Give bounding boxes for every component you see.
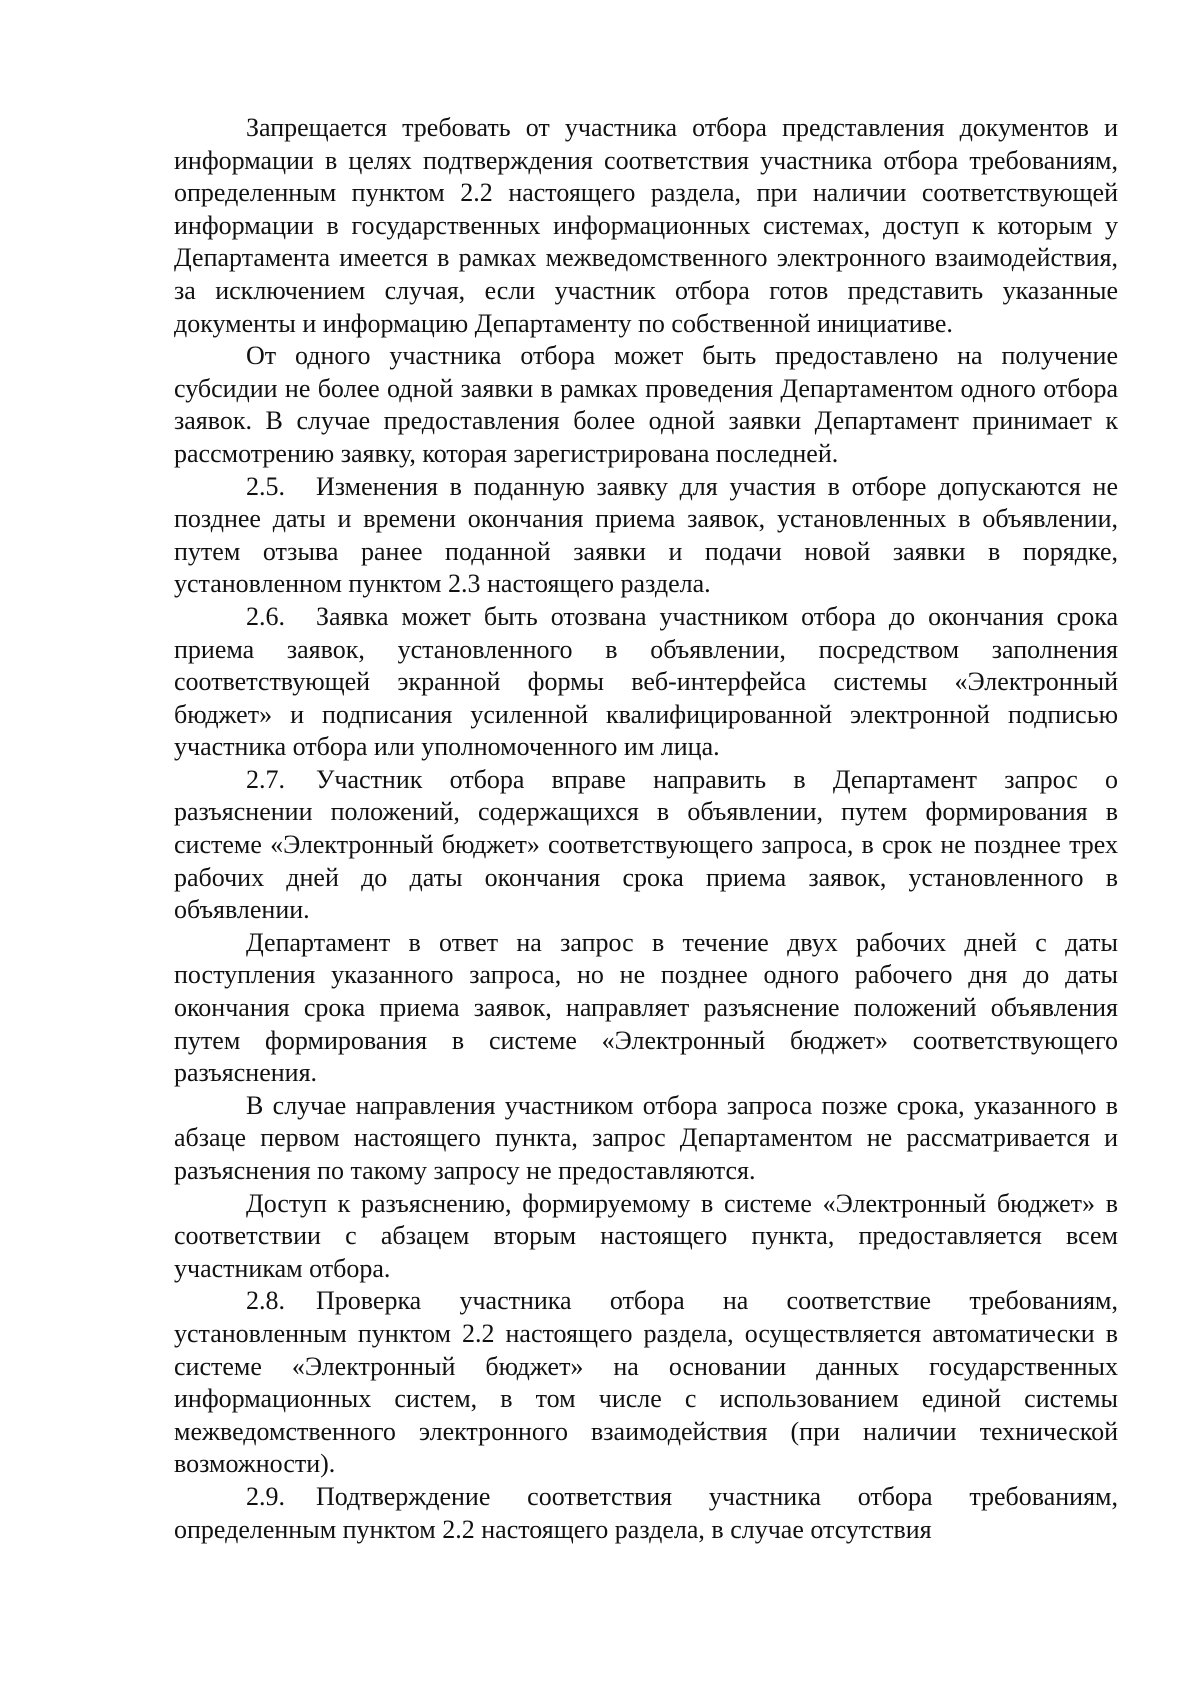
paragraph-2-9	[174, 1481, 1118, 1546]
paragraph-2-6-text: Заявка может быть отозвана участником отбора до окончания срока приема заявок, установленного в объявлении, посредством заполнения соответствующей экранной формы веб-интерфейса системы «Электронный бюджет» и подписания усиленной квалифицированной электронной подписью участника отбора или уполномоченного им лица.	[174, 601, 1118, 762]
paragraph-number: 2.8.	[246, 1286, 285, 1316]
document-body	[174, 112, 1118, 1546]
paragraph-2-7-access-text: Доступ к разъяснению, формируемому в системе «Электронный бюджет» в соответствии с абзацем вторым настоящего пункта, предоставляется всем участникам отбора.	[174, 1188, 1118, 1283]
paragraph-1-text: Запрещается требовать от участника отбора представления документов и информации в целях подтверждения соответствия участника отбора требованиям, определенным пунктом 2.2 настоящего раздела, при наличии соответствующей информации в государственных информационных системах, доступ к которым у Департамента имеется в рамках межведомственного электронного взаимодействия, за исключением случая, если участник отбора готов представить указанные документы и информацию Департаменту по собственной инициативе.	[174, 113, 1118, 338]
paragraph-2-8	[174, 1285, 1118, 1481]
paragraph-2-5	[174, 471, 1118, 601]
paragraph-2-text: От одного участника отбора может быть предоставлено на получение субсидии не более одной заявки в рамках проведения Департаментом одного отбора заявок. В случае предоставления более одной заявки Департамент принимает к рассмотрению заявку, которая зарегистрирована последней.	[174, 341, 1118, 468]
paragraph-1	[174, 112, 1118, 340]
paragraph-2-7-text: Участник отбора вправе направить в Департамент запрос о разъяснении положений, содержащихся в объявлении, путем формирования в системе «Электронный бюджет» соответствующего запроса, в срок не позднее трех рабочих дней до даты окончания срока приема заявок, установленного в объявлении.	[174, 764, 1118, 925]
paragraph-2-9-text: Подтверждение соответствия участника отбора требованиям, определенным пунктом 2.2 настоящего раздела, в случае отсутствия	[174, 1481, 1118, 1544]
paragraph-number: 2.5.	[246, 471, 285, 501]
paragraph-2-8-text: Проверка участника отбора на соответствие требованиям, установленным пунктом 2.2 настоящего раздела, осуществляется автоматически в системе «Электронный бюджет» на основании данных государственных информационных систем, в том числе с использованием единой системы межведомственного электронного взаимодействия (при наличии технической возможности).	[174, 1286, 1118, 1479]
paragraph-number: 2.9.	[246, 1481, 285, 1511]
paragraph-2-6	[174, 601, 1118, 764]
paragraph-2-7-late-request	[174, 1090, 1118, 1188]
paragraph-2-5-text: Изменения в поданную заявку для участия в отборе допускаются не позднее даты и времени окончания приема заявок, установленных в объявлении, путем отзыва ранее поданной заявки и подачи новой заявки в порядке, установленном пунктом 2.3 настоящего раздела.	[174, 471, 1118, 599]
paragraph-number: 2.7.	[246, 764, 285, 794]
paragraph-2-7-response	[174, 927, 1118, 1090]
paragraph-2-7-late-request-text: В случае направления участником отбора запроса позже срока, указанного в абзаце первом настоящего пункта, запрос Департаментом не рассматривается и разъяснения по такому запросу не предоставляются.	[174, 1090, 1118, 1185]
paragraph-2	[174, 340, 1118, 470]
paragraph-2-7-access	[174, 1188, 1118, 1286]
paragraph-number: 2.6.	[246, 601, 285, 631]
paragraph-2-7-response-text: Департамент в ответ на запрос в течение двух рабочих дней с даты поступления указанного запроса, но не позднее одного рабочего дня до даты окончания срока приема заявок, направляет разъяснение положений объявления путем формирования в системе «Электронный бюджет» соответствующего разъяснения.	[174, 927, 1118, 1088]
paragraph-2-7	[174, 764, 1118, 927]
